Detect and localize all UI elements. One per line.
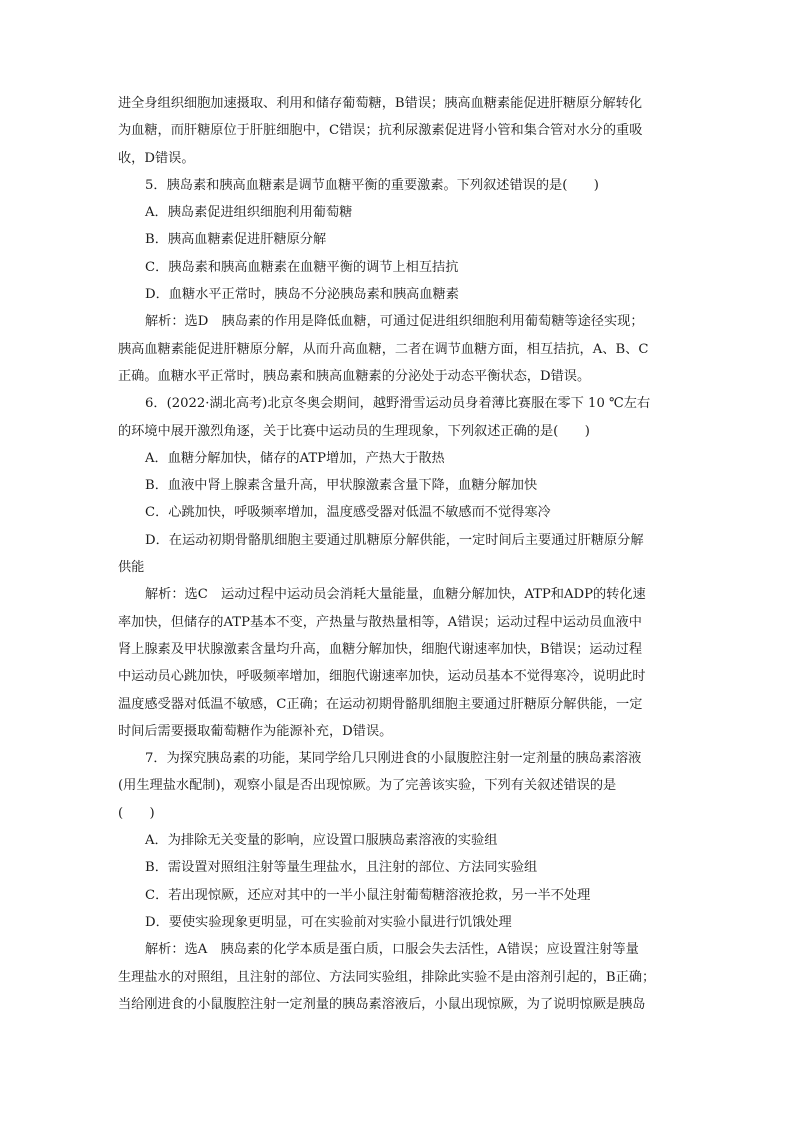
text-line: D．血糖水平正常时，胰岛不分泌胰岛素和胰高血糖素 <box>145 287 459 303</box>
text-line: 收，D错误。 <box>118 150 195 166</box>
text-line: A．胰岛素促进组织细胞利用葡萄糖 <box>145 205 353 221</box>
text-line: 当给刚进食的小鼠腹腔注射一定剂量的胰岛素溶液后，小鼠出现惊厥，为了说明惊厥是胰岛 <box>118 996 646 1012</box>
text-line: A．血糖分解加快，储存的ATP增加，产热大于散热 <box>145 450 445 466</box>
text-line: C．心跳加快，呼吸频率增加，温度感受器对低温不敏感而不觉得寒冷 <box>145 505 551 521</box>
text-line: ( ) <box>118 805 155 821</box>
text-line: 中运动员心跳加快，呼吸频率增加，细胞代谢速率加快，运动员基本不觉得寒冷，说明此时 <box>118 669 646 685</box>
text-line: (用生理盐水配制)，观察小鼠是否出现惊厥。为了完善该实验，下列有关叙述错误的是 <box>118 778 617 794</box>
text-line: B．胰高血糖素促进肝糖原分解 <box>145 232 327 248</box>
text-line: 的环境中展开激烈角逐，关于比赛中运动员的生理现象，下列叙述正确的是( ) <box>118 423 590 439</box>
text-line: 进全身组织细胞加速摄取、利用和储存葡萄糖，B错误；胰高血糖素能促进肝糖原分解转化 <box>118 96 642 111</box>
text-line: A．为排除无关变量的影响，应设置口服胰岛素溶液的实验组 <box>145 833 498 849</box>
text-line: 温度感受器对低温不敏感，C正确；在运动初期骨骼肌细胞主要通过肝糖原分解供能，一定 <box>118 696 643 712</box>
text-line: 解析：选C 运动过程中运动员会消耗大量能量，血糖分解加快，ATP和ADP的转化速 <box>145 587 646 603</box>
text-line: D．在运动初期骨骼肌细胞主要通过肌糖原分解供能，一定时间后主要通过肝糖原分解 <box>145 532 644 548</box>
text-line: 解析：选D 胰岛素的作用是降低血糖，可通过促进组织细胞利用葡萄糖等途径实现； <box>145 314 644 330</box>
text-line: 供能 <box>118 560 145 576</box>
text-line: 肾上腺素及甲状腺激素含量均升高，血糖分解加快，细胞代谢速率加快，B错误；运动过程 <box>118 641 642 657</box>
text-line: 胰高血糖素能促进肝糖原分解，从而升高血糖，二者在调节血糖方面，相互拮抗，A、B、C <box>118 341 649 357</box>
text-line: D．要使实验现象更明显，可在实验前对实验小鼠进行饥饿处理 <box>145 914 512 930</box>
text-line: 解析：选A 胰岛素的化学本质是蛋白质，口服会失去活性，A错误；应设置注射等量 <box>145 942 639 958</box>
text-line: 生理盐水的对照组，且注射的部位、方法同实验组，排除此实验不是由溶剂引起的，B正确； <box>118 969 656 985</box>
text-line: B．血液中肾上腺素含量升高，甲状腺激素含量下降，血糖分解加快 <box>145 478 538 494</box>
text-line: 6．(2022·湖北高考)北京冬奥会期间，越野滑雪运动员身着薄比赛服在零下 10 ℃左右 <box>145 396 651 412</box>
text-line: 时间后需要摄取葡萄糖作为能源补充，D错误。 <box>118 723 393 739</box>
text-line: 正确。血糖水平正常时，胰岛素和胰高血糖素的分泌处于动态平衡状态，D错误。 <box>118 368 591 384</box>
text-line: 5．胰岛素和胰高血糖素是调节血糖平衡的重要激素。下列叙述错误的是( ) <box>145 177 599 193</box>
text-line: C．若出现惊厥，还应对其中的一半小鼠注射葡萄糖溶液抢救，另一半不处理 <box>145 887 591 903</box>
text-line: C．胰岛素和胰高血糖素在血糖平衡的调节上相互拮抗 <box>145 259 459 275</box>
document-page <box>118 90 680 1018</box>
text-line: B．需设置对照组注射等量生理盐水，且注射的部位、方法同实验组 <box>145 860 538 876</box>
text-line: 7．为探究胰岛素的功能，某同学给几只刚进食的小鼠腹腔注射一定剂量的胰岛素溶液 <box>145 751 642 767</box>
text-line: 为血糖，而肝糖原位于肝脏细胞中，C错误；抗利尿激素促进肾小管和集合管对水分的重吸 <box>118 123 643 139</box>
text-line: 率加快，但储存的ATP基本不变，产热量与散热量相等，A错误；运动过程中运动员血液中 <box>118 614 642 630</box>
